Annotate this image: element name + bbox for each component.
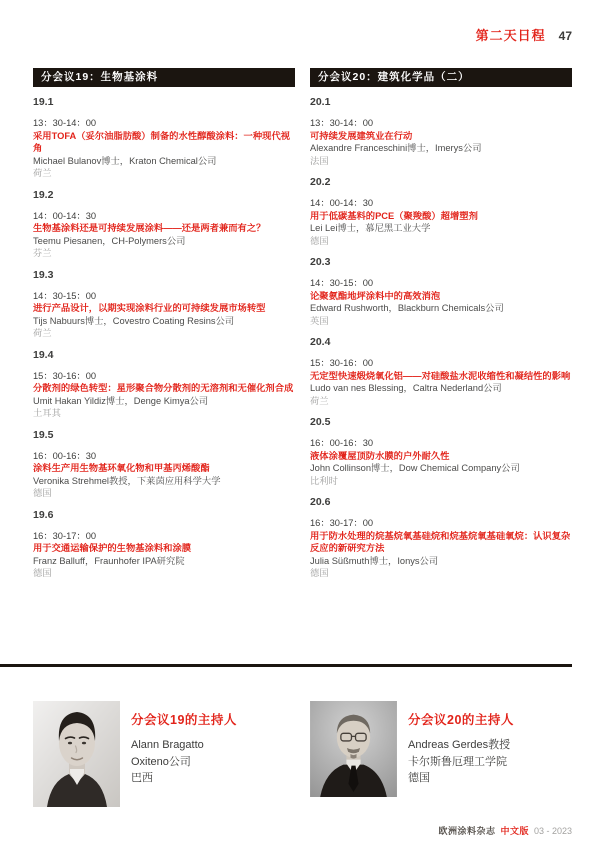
session-19-header-bar: 分会议19：生物基涂料 xyxy=(33,68,295,87)
page-number: 47 xyxy=(558,29,572,43)
session-title: 采用TOFA（妥尔油脂肪酸）制备的水性醇酸涂料：一种现代视角 xyxy=(33,130,291,153)
moderators-section xyxy=(33,701,572,807)
session-id: 20.1 xyxy=(310,96,331,108)
session-id: 20.3 xyxy=(310,256,331,268)
moderator-session-19 xyxy=(33,701,295,807)
session-time: 16：30-17：00 xyxy=(33,530,97,541)
session-country: 德国 xyxy=(33,488,52,498)
session-time: 16：00-16：30 xyxy=(310,438,374,448)
session-title: 生物基涂料还是可持续发展涂料——还是两者兼而有之？ xyxy=(33,223,266,233)
session-speaker: Michael Bulanov博士，Kraton Chemical公司 xyxy=(33,155,217,166)
person-portrait-icon xyxy=(33,701,120,807)
session-id: 20.5 xyxy=(310,416,331,428)
session-title: 液体涂覆屋顶防水膜的户外耐久性 xyxy=(310,450,450,461)
session-id: 19.6 xyxy=(33,508,54,521)
moderator-name: Alann Bragatto xyxy=(131,739,204,751)
session-id: 20.2 xyxy=(310,176,331,188)
session-speaker: John Collinson博士，Dow Chemical Company公司 xyxy=(310,463,520,473)
session-19-5 xyxy=(33,429,295,500)
session-time: 14：30-15：00 xyxy=(310,278,374,288)
session-20-2 xyxy=(310,176,572,247)
session-20-3 xyxy=(310,256,572,327)
session-title: 用于低碳基料的PCE（聚羧酸）超增塑剂 xyxy=(310,210,478,221)
session-id: 19.3 xyxy=(33,268,54,281)
session-20-1 xyxy=(310,96,572,167)
moderator-country: 德国 xyxy=(408,772,430,784)
session-19-6 xyxy=(33,509,295,580)
session-time: 14：00-14：30 xyxy=(310,198,374,208)
moderator-photo xyxy=(33,701,120,807)
moderator-photo xyxy=(310,701,397,797)
session-19-4 xyxy=(33,349,295,420)
session-id: 19.2 xyxy=(33,188,54,201)
moderator-session-20 xyxy=(310,701,572,807)
session-20-5 xyxy=(310,416,572,487)
person-portrait-icon xyxy=(310,701,397,797)
journal-issue: 03 - 2023 xyxy=(533,826,572,836)
session-speaker: Ludo van nes Blessing，Caltra Nederland公司 xyxy=(310,383,502,393)
section-divider xyxy=(0,664,572,667)
session-time: 13：30-14：00 xyxy=(310,118,374,128)
moderator-name: Andreas Gerdes教授 xyxy=(408,739,511,751)
session-id: 19.4 xyxy=(33,348,54,361)
session-title: 用于防水处理的烷基烷氧基硅烷和烷基烷氧基硅氧烷：认识复杂反应的新研究方法 xyxy=(310,530,571,553)
moderator-heading: 分会议20的主持人 xyxy=(408,713,514,727)
session-id: 20.6 xyxy=(310,496,331,508)
session-speaker: Lei Lei博士，慕尼黑工业大学 xyxy=(310,223,431,233)
session-19-1 xyxy=(33,96,295,180)
session-country: 芬兰 xyxy=(33,248,52,258)
session-id: 19.5 xyxy=(33,428,54,441)
session-country: 英国 xyxy=(310,315,329,326)
session-country: 比利时 xyxy=(310,475,338,486)
session-19-3 xyxy=(33,269,295,340)
session-20-4 xyxy=(310,336,572,407)
session-title: 涂料生产用生物基环氧化物和甲基丙烯酸酯 xyxy=(33,463,210,473)
column-session-20 xyxy=(310,68,572,580)
session-id: 20.4 xyxy=(310,336,331,348)
session-country: 土耳其 xyxy=(33,408,61,418)
session-time: 16：30-17：00 xyxy=(310,518,374,528)
moderator-info xyxy=(408,701,514,807)
session-country: 德国 xyxy=(33,568,52,578)
session-title: 无定型快速煅烧氧化铝——对硅酸盐水泥收缩性和凝结性的影响 xyxy=(310,370,571,381)
session-id: 19.1 xyxy=(33,96,54,108)
session-country: 荷兰 xyxy=(33,168,52,178)
session-country: 荷兰 xyxy=(310,395,329,406)
moderator-heading: 分会议19的主持人 xyxy=(131,713,237,727)
page-header xyxy=(476,25,572,44)
session-time: 14：00-14：30 xyxy=(33,210,97,221)
session-speaker: Umit Hakan Yildiz博士，Denge Kimya公司 xyxy=(33,395,209,406)
session-title: 可持续发展建筑业在行动 xyxy=(310,130,413,141)
session-title: 进行产品设计，以期实现涂料行业的可持续发展市场转型 xyxy=(33,303,266,313)
session-country: 荷兰 xyxy=(33,328,52,338)
session-time: 15：30-16：00 xyxy=(33,370,97,381)
day-title: 第二天日程 xyxy=(475,28,546,43)
moderator-affiliation: 卡尔斯鲁厄理工学院 xyxy=(408,755,507,768)
session-speaker: Veronika Strehmel教授，下莱茵应用科学大学 xyxy=(33,475,221,486)
journal-name: 欧洲涂料杂志 xyxy=(438,826,496,836)
session-title: 论聚氨酯地坪涂料中的高效消泡 xyxy=(310,290,441,301)
moderator-info xyxy=(131,701,237,807)
session-time: 16：00-16：30 xyxy=(33,450,97,461)
session-speaker: Julia Süßmuth博士，Ionys公司 xyxy=(310,555,439,566)
session-20-header-bar: 分会议20：建筑化学品（二） xyxy=(310,68,572,87)
session-country: 德国 xyxy=(310,235,329,246)
journal-edition: 中文版 xyxy=(500,826,529,836)
session-time: 14：30-15：00 xyxy=(33,290,97,301)
session-speaker: Edward Rushworth，Blackburn Chemicals公司 xyxy=(310,303,504,313)
session-country: 德国 xyxy=(310,568,329,578)
session-country: 法国 xyxy=(310,155,329,166)
schedule-columns xyxy=(33,68,572,580)
session-time: 13：30-14：00 xyxy=(33,118,97,128)
session-title: 分散剂的绿色转型：星形聚合物分散剂的无溶剂和无催化剂合成 xyxy=(33,383,294,393)
session-20-6 xyxy=(310,496,572,580)
column-session-19 xyxy=(33,68,295,580)
session-title: 用于交通运输保护的生物基涂料和涂膜 xyxy=(33,543,192,553)
session-speaker: Franz Balluff，Fraunhofer IPA研究院 xyxy=(33,555,185,566)
session-speaker: Tijs Nabuurs博士，Covestro Coating Resins公司 xyxy=(33,315,235,326)
session-time: 15：30-16：00 xyxy=(310,358,374,368)
session-19-2 xyxy=(33,189,295,260)
session-speaker: Teemu Piesanen，CH-Polymers公司 xyxy=(33,235,186,246)
moderator-affiliation: Oxiteno公司 xyxy=(131,755,191,768)
session-speaker: Alexandre Franceschini博士，Imerys公司 xyxy=(310,143,482,153)
page-footer xyxy=(438,824,572,837)
moderator-country: 巴西 xyxy=(131,772,153,784)
